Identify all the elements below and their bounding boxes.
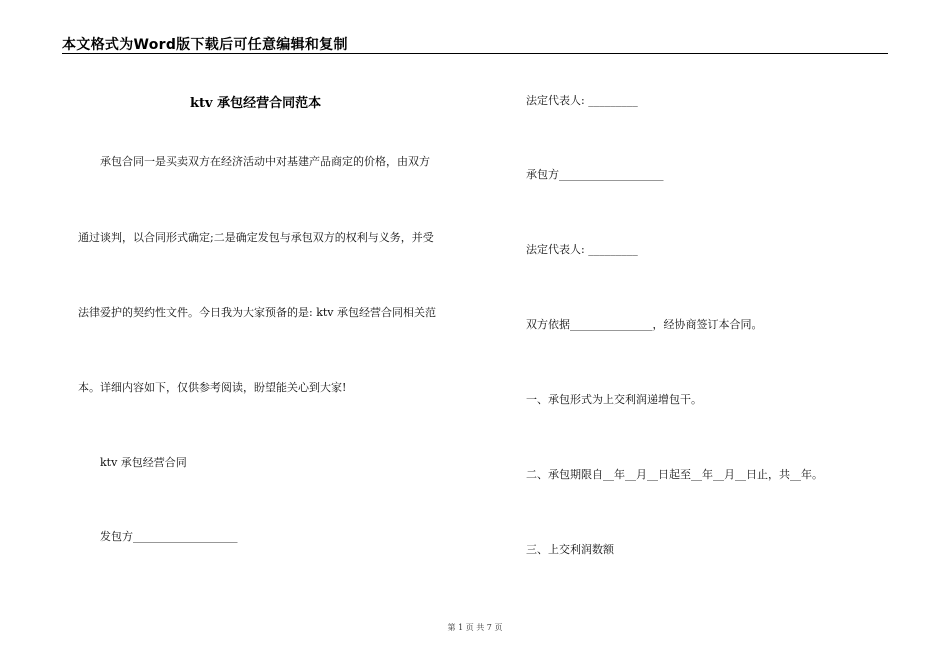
contract-heading: ktv 承包经营合同 <box>100 456 187 469</box>
issuer-line: 发包方___________________ <box>100 530 238 543</box>
header-title: 本文格式为Word版下载后可任意编辑和复制 <box>62 37 348 53</box>
intro-line-3: 法律爱护的契约性文件。今日我为大家预备的是: ktv 承包经营合同相关范 <box>78 306 436 319</box>
contractor-line: 承包方___________________ <box>526 168 664 181</box>
intro-line-4: 本。详细内容如下，仅供参考阅读，盼望能关心到大家! <box>78 381 347 394</box>
legal-rep-line-2: 法定代表人: _________ <box>526 243 638 256</box>
header-divider <box>62 53 888 54</box>
clause-1: 一、承包形式为上交利润递增包干。 <box>526 393 702 406</box>
clause-2: 二、承包期限自__年__月__日起至__年__月__日止，共__年。 <box>526 468 823 481</box>
page-footer: 第 1 页 共 7 页 <box>447 623 503 632</box>
basis-line: 双方依据_______________，经协商签订本合同。 <box>526 318 763 331</box>
legal-rep-line-1: 法定代表人: _________ <box>526 94 638 107</box>
intro-line-2: 通过谈判，以合同形式确定;二是确定发包与承包双方的权利与义务，并受 <box>78 231 434 244</box>
clause-3: 三、上交利润数额 <box>526 543 614 556</box>
intro-line-1: 承包合同一是买卖双方在经济活动中对基建产品商定的价格，由双方 <box>100 155 430 168</box>
document-title: ktv 承包经营合同范本 <box>190 96 322 111</box>
